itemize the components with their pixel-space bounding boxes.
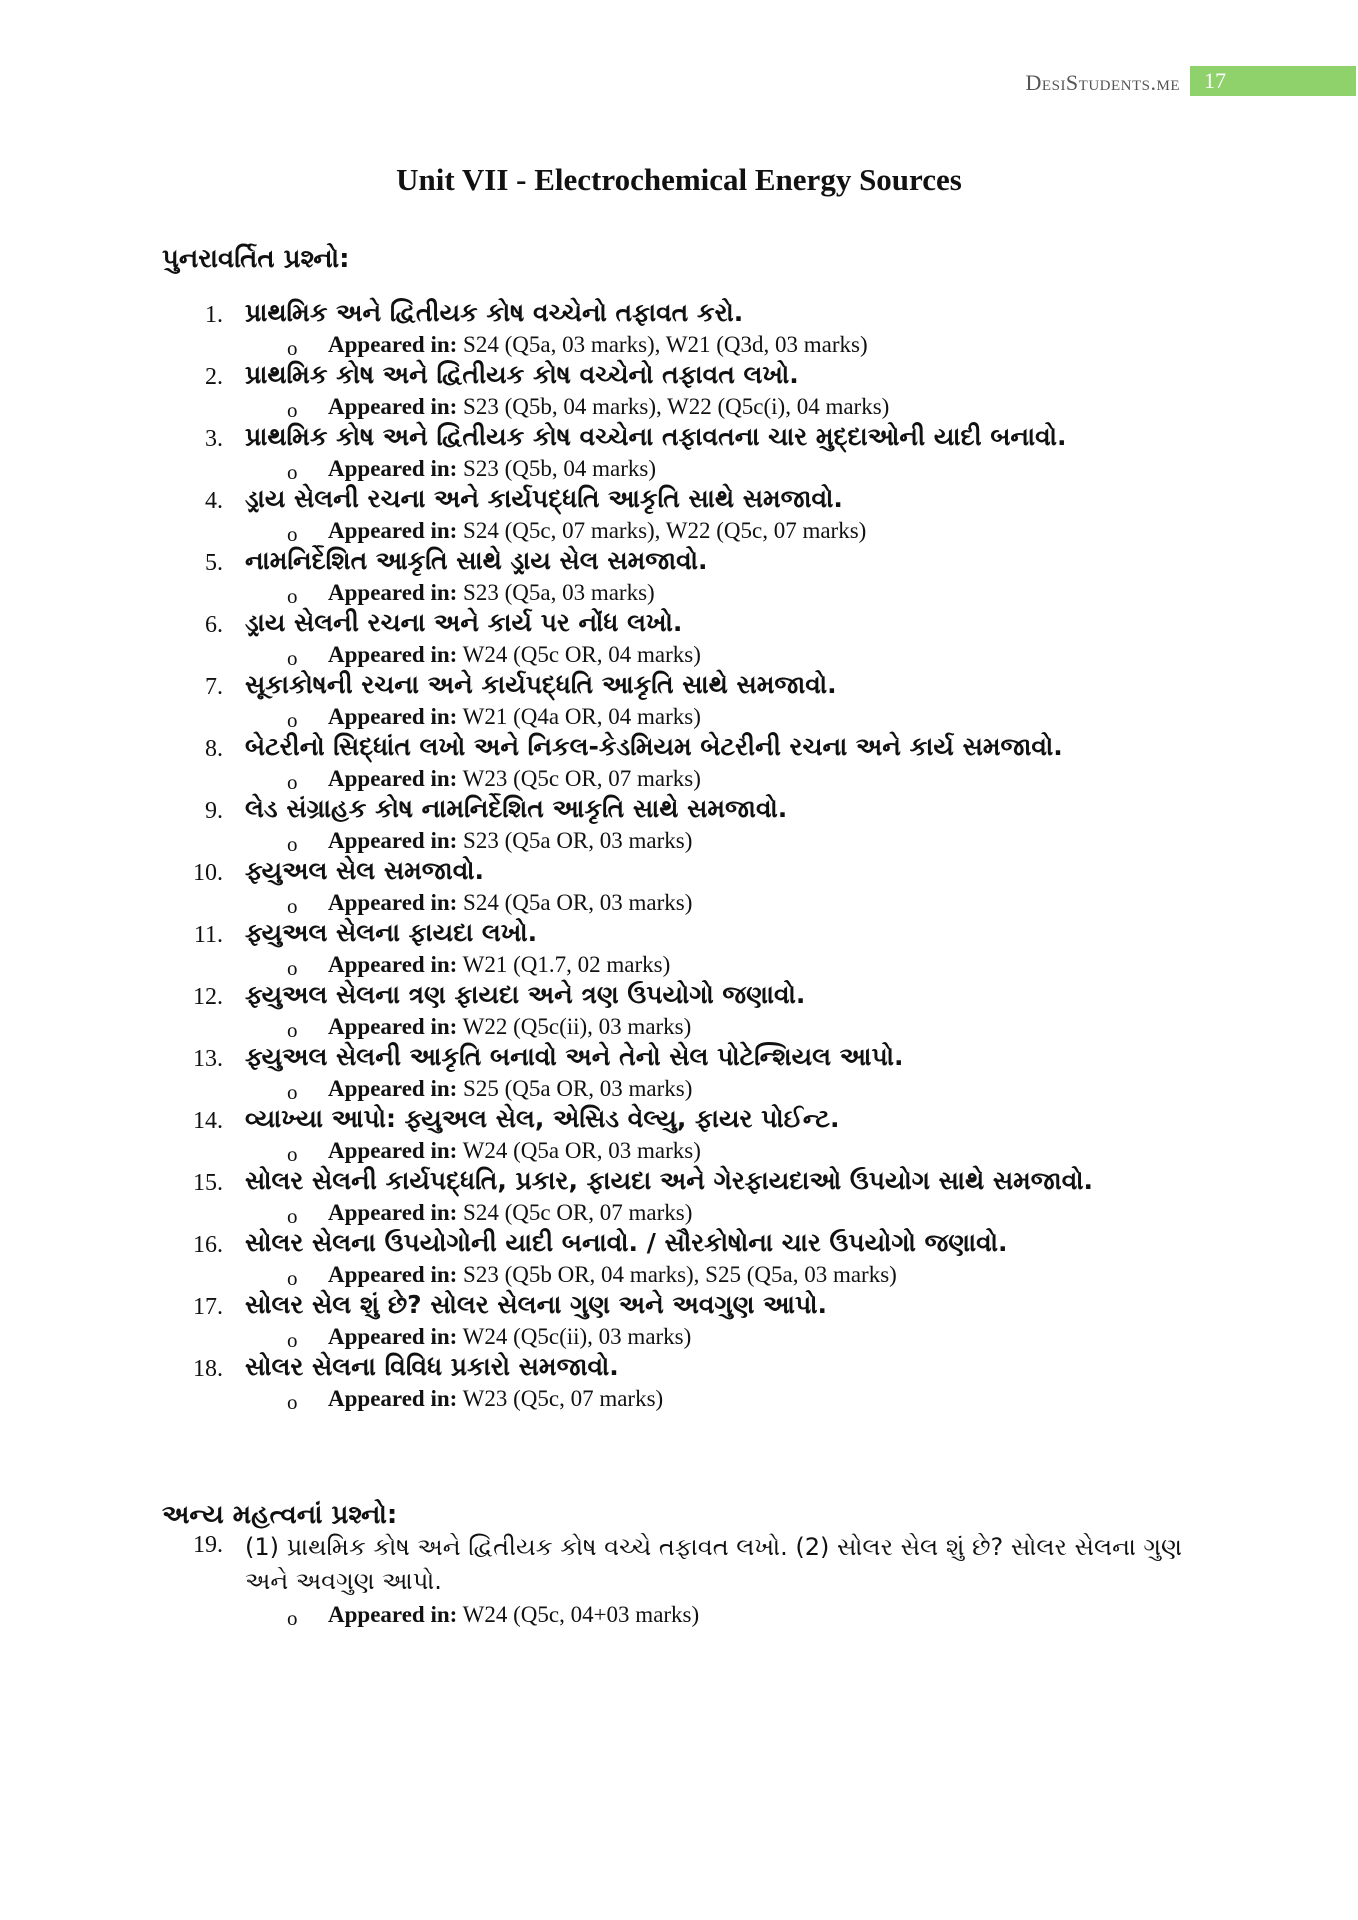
bullet: o: [287, 584, 298, 608]
appeared-in: [328, 890, 692, 916]
question-number: 9.: [205, 798, 223, 824]
appeared-value: S23 (Q5b, 04 marks), W22 (Q5c(i), 04 marks): [463, 394, 890, 419]
question-number: 12.: [193, 984, 223, 1010]
appeared-label: Appeared in:: [328, 518, 458, 543]
question-number: 7.: [205, 674, 223, 700]
question-text: ડ્રાય સેલની રચના અને કાર્ય પર નોંધ લખો.: [245, 608, 683, 637]
question-text: (1) પ્રાથમિક કોષ અને દ્વિતીયક કોષ વચ્ચે તફાવત લખો. (2) સોલર સેલ શું છે? સોલર સેલના ગુણ અને અવગુણ આપો.: [245, 1533, 1182, 1595]
question-text: સૂકાકોષની રચના અને કાર્યપદ્ધતિ આકૃતિ સાથે સમજાવો.: [245, 670, 837, 699]
question-number: 18.: [193, 1356, 223, 1382]
appeared-value: W23 (Q5c, 07 marks): [462, 1386, 664, 1411]
appeared-label: Appeared in:: [328, 332, 458, 357]
appeared-label: Appeared in:: [328, 890, 458, 915]
bullet: o: [287, 1606, 298, 1630]
question-list: [0, 298, 1358, 1414]
question-item: [0, 1352, 1358, 1414]
appeared-in: [328, 1386, 663, 1412]
question-text: ફ્યુઅલ સેલના ફાયદા લખો.: [245, 918, 538, 947]
appeared-label: Appeared in:: [328, 1138, 458, 1163]
question-item: [0, 1228, 1358, 1290]
appeared-label: Appeared in:: [328, 580, 458, 605]
question-item: [0, 856, 1358, 918]
question-item: [0, 980, 1358, 1042]
question-number: 16.: [193, 1232, 223, 1258]
appeared-label: Appeared in:: [328, 766, 458, 791]
question-number: 3.: [205, 426, 223, 452]
question-item: [0, 1166, 1358, 1228]
question-number: 15.: [193, 1170, 223, 1196]
appeared-label: Appeared in:: [328, 704, 458, 729]
bullet: o: [287, 1390, 298, 1414]
appeared-value: S23 (Q5a, 03 marks): [463, 580, 655, 605]
appeared-label: Appeared in:: [328, 1324, 458, 1349]
appeared-label: Appeared in:: [328, 394, 458, 419]
bullet: o: [287, 894, 298, 918]
question-number: 5.: [205, 550, 223, 576]
appeared-label: Appeared in:: [328, 1076, 458, 1101]
appeared-in: [328, 1262, 897, 1288]
bullet: o: [287, 1018, 298, 1042]
question-item: [0, 794, 1358, 856]
appeared-value: S23 (Q5a OR, 03 marks): [463, 828, 693, 853]
question-item: [0, 484, 1358, 546]
appeared-value: W24 (Q5c(ii), 03 marks): [462, 1324, 692, 1349]
bullet: o: [287, 646, 298, 670]
appeared-in: [328, 580, 655, 606]
appeared-in: [328, 1602, 699, 1628]
appeared-label: Appeared in:: [328, 1386, 458, 1411]
appeared-in: [328, 704, 701, 730]
question-number: 6.: [205, 612, 223, 638]
question-text: બેટરીનો સિદ્ધાંત લખો અને નિકલ-કેડમિયમ બેટરીની રચના અને કાર્ય સમજાવો.: [245, 732, 1063, 761]
bullet: o: [287, 1204, 298, 1228]
bullet: o: [287, 522, 298, 546]
appeared-value: S24 (Q5c OR, 07 marks): [463, 1200, 693, 1225]
appeared-value: S23 (Q5b, 04 marks): [463, 456, 656, 481]
appeared-in: [328, 1014, 691, 1040]
bullet: o: [287, 336, 298, 360]
question-item: [0, 1290, 1358, 1352]
question-text: નામનિર્દેશિત આકૃતિ સાથે ડ્રાય સેલ સમજાવો.: [245, 546, 708, 575]
appeared-value: S24 (Q5a, 03 marks), W21 (Q3d, 03 marks): [463, 332, 868, 357]
question-number: 13.: [193, 1046, 223, 1072]
question-item: [0, 422, 1358, 484]
question-text: ફ્યુઅલ સેલ સમજાવો.: [245, 856, 485, 885]
appeared-value: S24 (Q5a OR, 03 marks): [463, 890, 693, 915]
question-number: 1.: [205, 302, 223, 328]
appeared-in: [328, 828, 692, 854]
appeared-in: [328, 1200, 692, 1226]
question-text: સોલર સેલ શું છે? સોલર સેલના ગુણ અને અવગુણ આપો.: [245, 1290, 827, 1319]
question-text: પ્રાથમિક કોષ અને દ્વિતીયક કોષ વચ્ચેના તફાવતના ચાર મુદ્દાઓની યાદી બનાવો.: [245, 422, 1067, 451]
appeared-value: W24 (Q5c OR, 04 marks): [462, 642, 701, 667]
question-item: [0, 360, 1358, 422]
bullet: o: [287, 770, 298, 794]
repeated-questions-heading: પુનરાવર્તિત પ્રશ્નો:: [162, 244, 350, 274]
other-questions-heading: અન્ય મહત્વનાં પ્રશ્નો:: [162, 1500, 398, 1530]
question-text: ડ્રાય સેલની રચના અને કાર્યપદ્ધતિ આકૃતિ સાથે સમજાવો.: [245, 484, 843, 513]
question-text: ફ્યુઅલ સેલની આકૃતિ બનાવો અને તેનો સેલ પોટેન્શિયલ આપો.: [245, 1042, 904, 1071]
appeared-in: [328, 456, 656, 482]
appeared-value: S25 (Q5a OR, 03 marks): [463, 1076, 693, 1101]
question-text: લેડ સંગ્રાહક કોષ નામનિર્દેશિત આકૃતિ સાથે સમજાવો.: [245, 794, 788, 823]
bullet: o: [287, 956, 298, 980]
appeared-value: W23 (Q5c OR, 07 marks): [462, 766, 701, 791]
appeared-in: [328, 518, 866, 544]
appeared-value: S23 (Q5b OR, 04 marks), S25 (Q5a, 03 marks): [463, 1262, 897, 1287]
appeared-in: [328, 1138, 701, 1164]
question-number: 17.: [193, 1294, 223, 1320]
appeared-value: W22 (Q5c(ii), 03 marks): [462, 1014, 692, 1039]
question-text: પ્રાથમિક કોષ અને દ્વિતીયક કોષ વચ્ચેનો તફાવત લખો.: [245, 360, 799, 389]
question-item: [0, 298, 1358, 360]
appeared-value: W21 (Q1.7, 02 marks): [462, 952, 671, 977]
question-item: [0, 1104, 1358, 1166]
question-number: 19.: [193, 1532, 223, 1558]
page-header: [0, 66, 1358, 100]
bullet: o: [287, 398, 298, 422]
question-text: પ્રાથમિક અને દ્વિતીયક કોષ વચ્ચેનો તફાવત કરો.: [245, 298, 744, 327]
site-name: DesiStudents.me: [1025, 70, 1180, 95]
appeared-label: Appeared in:: [328, 1262, 458, 1287]
question-text: સોલર સેલની કાર્યપદ્ધતિ, પ્રકાર, ફાયદા અને ગેરફાયદાઓ ઉપયોગ સાથે સમજાવો.: [245, 1166, 1094, 1195]
unit-title: Unit VII - Electrochemical Energy Sources: [396, 162, 962, 197]
question-item: [0, 608, 1358, 670]
appeared-in: [328, 394, 889, 420]
appeared-label: Appeared in:: [328, 1602, 458, 1627]
appeared-value: S24 (Q5c, 07 marks), W22 (Q5c, 07 marks): [463, 518, 867, 543]
question-number: 2.: [205, 364, 223, 390]
bullet: o: [287, 1080, 298, 1104]
question-item: [0, 670, 1358, 732]
appeared-in: [328, 332, 868, 358]
question-number: 14.: [193, 1108, 223, 1134]
appeared-value: W21 (Q4a OR, 04 marks): [462, 704, 701, 729]
page-number: 17: [1190, 66, 1356, 96]
question-text: વ્યાખ્યા આપો: ફ્યુઅલ સેલ, એસિડ વેલ્યુ, ફાયર પોઈન્ટ.: [245, 1104, 840, 1133]
appeared-label: Appeared in:: [328, 952, 458, 977]
appeared-in: [328, 642, 701, 668]
appeared-in: [328, 766, 701, 792]
question-text: સોલર સેલના વિવિધ પ્રકારો સમજાવો.: [245, 1352, 619, 1381]
question-item: [0, 546, 1358, 608]
question-item: [0, 732, 1358, 794]
question-number: 11.: [193, 922, 223, 948]
appeared-in: [328, 1076, 692, 1102]
appeared-in: [328, 1324, 691, 1350]
question-item: [0, 918, 1358, 980]
question-text: ફ્યુઅલ સેલના ત્રણ ફાયદા અને ત્રણ ઉપયોગો જણાવો.: [245, 980, 806, 1009]
bullet: o: [287, 460, 298, 484]
bullet: o: [287, 1142, 298, 1166]
question-number: 8.: [205, 736, 223, 762]
question-number: 10.: [193, 860, 223, 886]
question-number: 4.: [205, 488, 223, 514]
appeared-label: Appeared in:: [328, 1014, 458, 1039]
question-item: [0, 1042, 1358, 1104]
bullet: o: [287, 832, 298, 856]
appeared-in: [328, 952, 670, 978]
appeared-value: W24 (Q5a OR, 03 marks): [462, 1138, 701, 1163]
question-text: સોલર સેલના ઉપયોગોની યાદી બનાવો. / સૌરકોષોના ચાર ઉપયોગો જણાવો.: [245, 1228, 1008, 1257]
bullet: o: [287, 1266, 298, 1290]
appeared-label: Appeared in:: [328, 828, 458, 853]
appeared-label: Appeared in:: [328, 456, 458, 481]
appeared-label: Appeared in:: [328, 642, 458, 667]
bullet: o: [287, 708, 298, 732]
appeared-label: Appeared in:: [328, 1200, 458, 1225]
appeared-value: W24 (Q5c, 04+03 marks): [462, 1602, 700, 1627]
bullet: o: [287, 1328, 298, 1352]
